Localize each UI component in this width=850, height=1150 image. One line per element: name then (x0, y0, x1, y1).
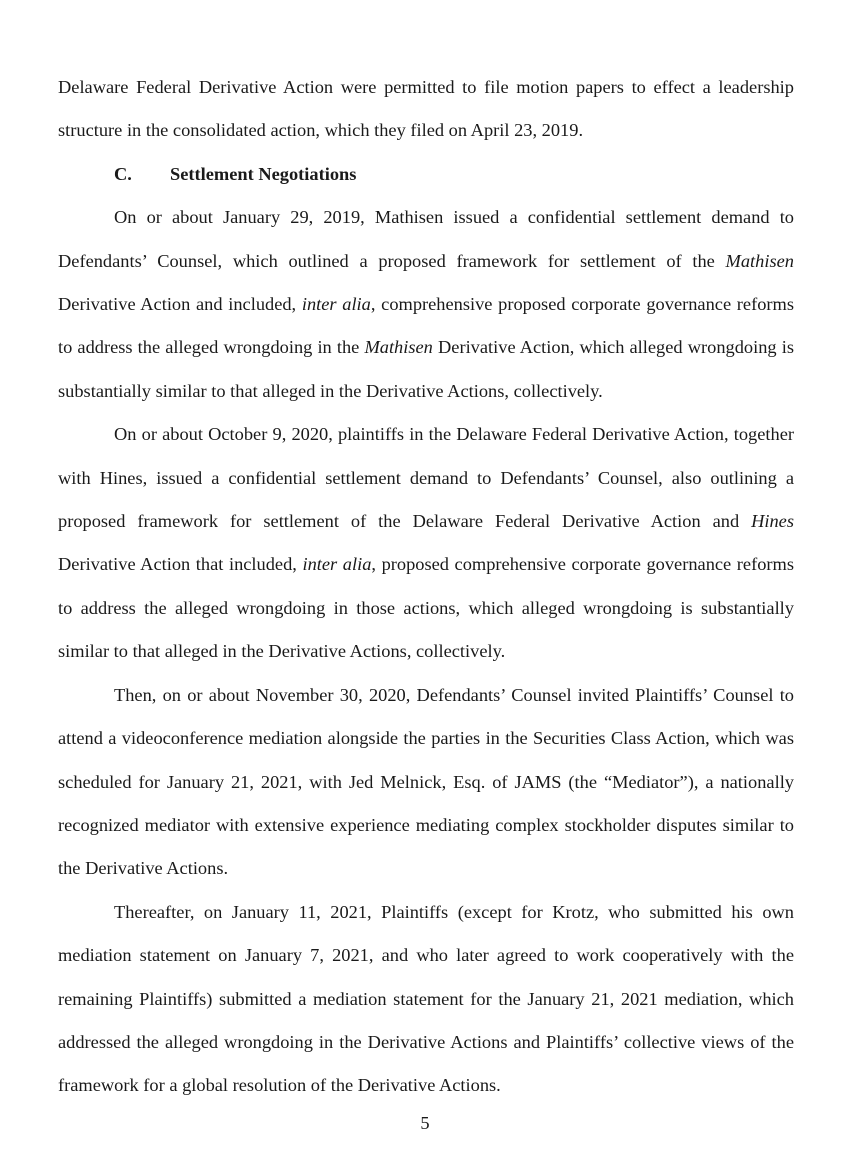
page-number: 5 (420, 1113, 430, 1133)
text-run: , proposed comprehensive corporate governance reforms to address the alleged wrongdoing in those actions, which alleged wrongdoing is substantially similar to that alleged in the Derivative Actions, collectively. (58, 554, 794, 662)
case-name-italic: Mathisen (364, 337, 433, 358)
case-name-italic: Mathisen (725, 250, 794, 271)
text-run: , comprehensive proposed corporate governance reforms to address the alleged wrongdoing in the (58, 294, 794, 358)
text-run: Derivative Action, which alleged wrongdoing is substantially similar to that alleged in the Derivative Actions, collectively. (58, 337, 794, 401)
latin-phrase-italic: inter alia (301, 294, 371, 315)
paragraph-mediation-invitation: Then, on or about November 30, 2020, Defendants’ Counsel invited Plaintiffs’ Counsel to attend a videoconference mediation alongside the parties in the Securities Class Action, which was scheduled for January 21, 2021, with Jed Melnick, Esq. of JAMS (the “Mediator”), a nationally recognized mediator with extensive experience mediating complex stockholder disputes similar to the Derivative Actions. (58, 684, 794, 879)
latin-phrase-italic: inter alia (302, 554, 372, 575)
text-run: On or about January 29, 2019, Mathisen issued a confidential settlement demand to Defendants’ Counsel, which outlined a proposed framework for settlement of the (58, 207, 794, 271)
case-name-italic: Hines (751, 511, 794, 532)
document-page (58, 66, 794, 1108)
section-title: Settlement Negotiations (170, 163, 357, 184)
paragraph-mediation-statement: Thereafter, on January 11, 2021, Plaintiffs (except for Krotz, who submitted his own mediation statement on January 7, 2021, and who later agreed to work cooperatively with the remaining Plaintiffs) submitted a mediation statement for the January 21, 2021 mediation, which addressed the alleged wrongdoing in the Derivative Actions and Plaintiffs’ collective views of the framework for a global resolution of the Derivative Actions. (58, 901, 794, 1096)
section-letter: C. (114, 163, 132, 184)
text-run: On or about October 9, 2020, plaintiffs in the Delaware Federal Derivative Action, together with Hines, issued a confidential settlement demand to Defendants’ Counsel, also outlining a proposed framework for settlement of the Delaware Federal Derivative Action and (58, 424, 794, 532)
text-run: Derivative Action and included, (58, 294, 302, 315)
section-heading (58, 153, 794, 196)
continuation-paragraph: Delaware Federal Derivative Action were permitted to file motion papers to effect a leadership structure in the consolidated action, which they filed on April 23, 2019. (58, 77, 794, 141)
paragraph-mathisen-demand (58, 196, 794, 413)
text-run: Derivative Action that included, (58, 554, 303, 575)
paragraph-delaware-demand (58, 413, 794, 673)
